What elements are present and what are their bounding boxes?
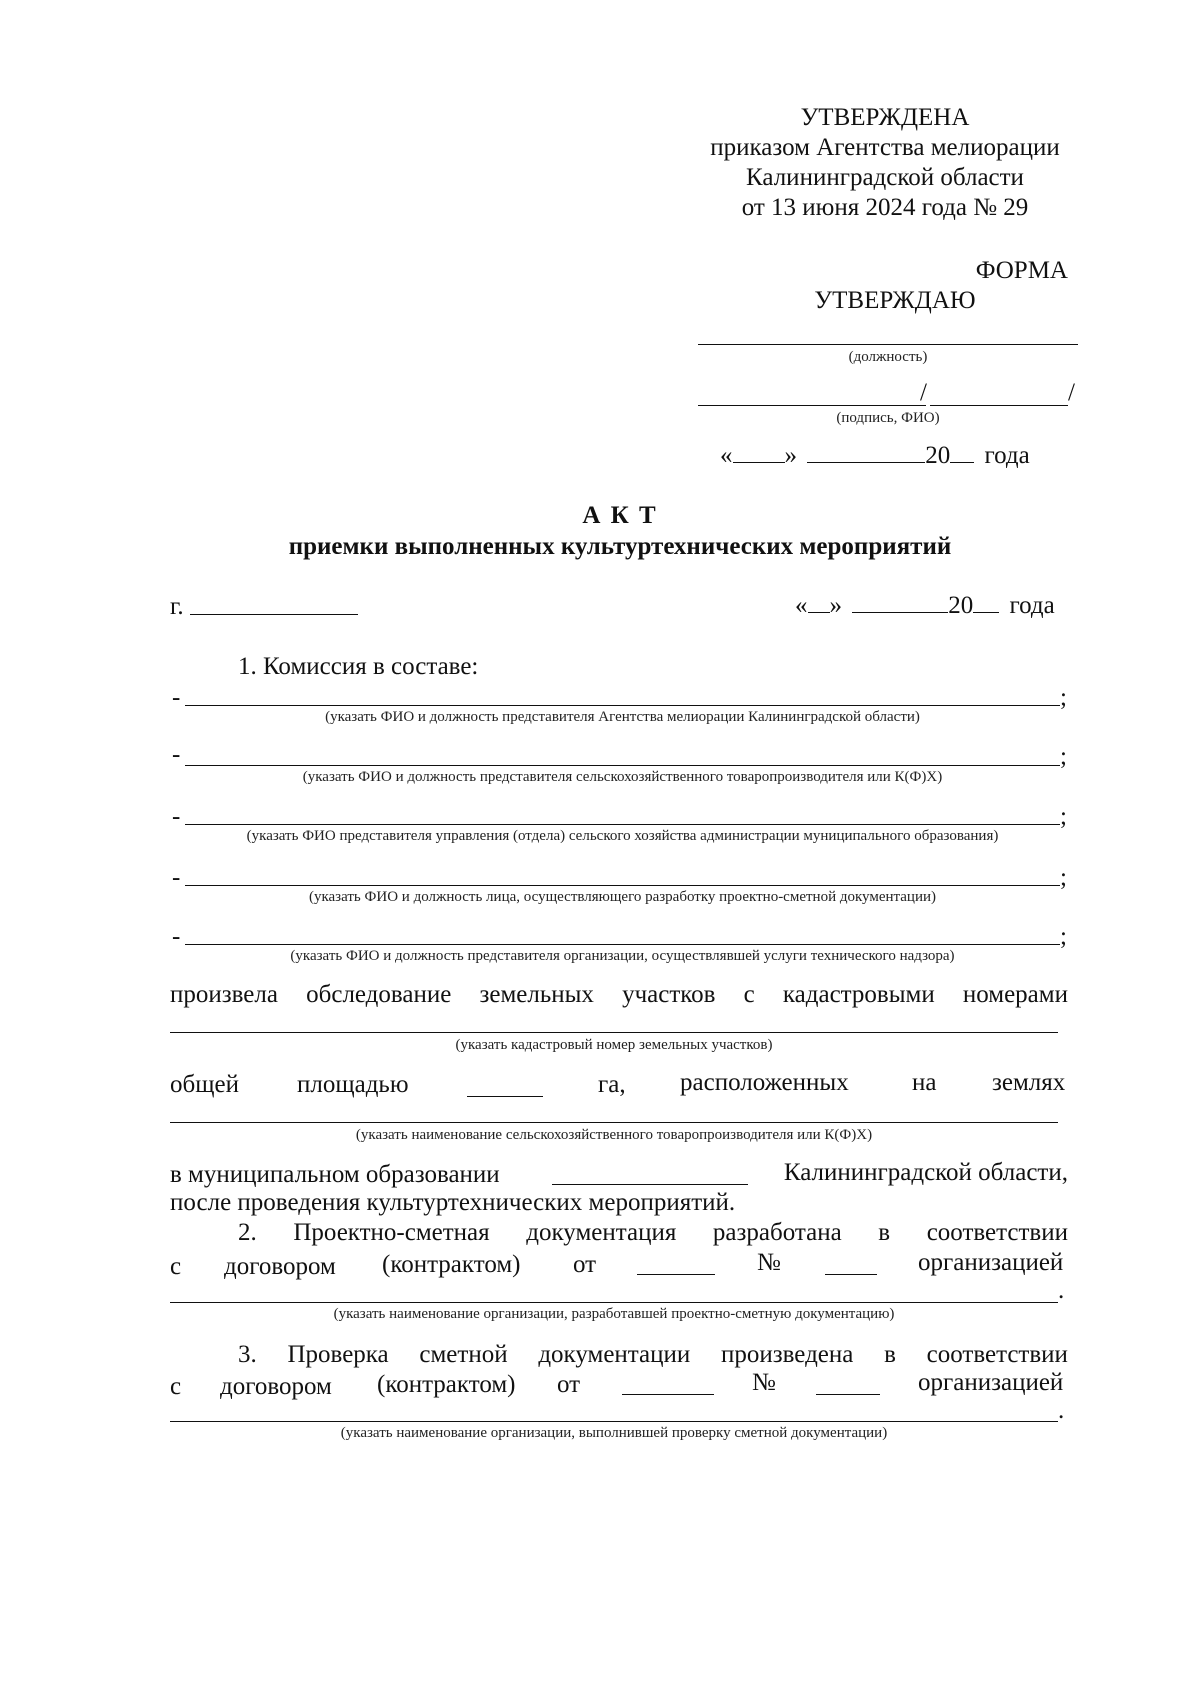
member-5-field[interactable]	[185, 944, 1060, 945]
city-prefix: г.	[170, 593, 184, 620]
item3-num: №	[752, 1369, 776, 1396]
approval-line-1: приказом Агентства мелиорации	[710, 134, 1060, 161]
member-3-field[interactable]	[185, 824, 1060, 825]
item2-num: №	[757, 1249, 781, 1276]
member-2-semicolon: ;	[1060, 743, 1067, 770]
item2-word: 2.	[238, 1219, 257, 1246]
act-subtitle: приемки выполненных культуртехнических мероприятий	[288, 533, 952, 560]
member-5-caption: (указать ФИО и должность представителя организации, осуществлявшей услуги технического надзора)	[290, 948, 955, 964]
item2-from: от	[573, 1251, 597, 1278]
signature-slash-end: /	[1068, 379, 1075, 406]
survey-word: кадастровыми	[782, 981, 935, 1008]
area-w5: на	[912, 1069, 937, 1096]
approval-block	[700, 103, 1070, 223]
member-3-caption: (указать ФИО представителя управления (отдела) сельского хозяйства администрации муниципального образования)	[246, 828, 999, 844]
item3-word: в	[884, 1341, 896, 1368]
item3-caption: (указать наименование организации, выполнившей проверку сметной документации)	[340, 1425, 888, 1441]
approval-line-2: Калининградской области	[746, 164, 1024, 191]
after-line: после проведения культуртехнических мероприятий.	[170, 1189, 736, 1216]
act-date-close: »	[829, 592, 842, 619]
act-month-field[interactable]	[852, 590, 948, 613]
position-field[interactable]	[698, 344, 1078, 345]
member-4-caption: (указать ФИО и должность лица, осуществляющего разработку проектно-сметной документации)	[308, 889, 937, 905]
act-title: А К Т	[582, 502, 658, 529]
item3-period: .	[1058, 1397, 1065, 1424]
act-year-word: года	[1009, 592, 1055, 619]
act-date-open: «	[795, 592, 808, 619]
position-caption: (должность)	[848, 349, 928, 365]
item2-word: в	[878, 1219, 891, 1246]
item3-word: соответствии	[926, 1341, 1068, 1368]
approval-line-3: от 13 июня 2024 года № 29	[741, 194, 1029, 221]
member-3-semicolon: ;	[1060, 803, 1067, 830]
survey-word: номерами	[962, 981, 1068, 1008]
item2-c: с	[170, 1253, 182, 1280]
act-year-prefix: 20	[948, 592, 974, 619]
item3-c: с	[170, 1373, 182, 1400]
item3-word: 3.	[238, 1341, 257, 1368]
member-1-field[interactable]	[185, 705, 1060, 706]
approve-title: УТВЕРЖДАЮ	[814, 287, 976, 314]
item3-word: произведена	[721, 1341, 854, 1368]
item2-word: Проектно-сметная	[293, 1219, 490, 1246]
item3-org-field[interactable]	[170, 1421, 1058, 1422]
approve-year-field[interactable]	[950, 440, 974, 463]
cadastral-caption: (указать кадастровый номер земельных участков)	[455, 1037, 773, 1053]
member-2-field[interactable]	[185, 765, 1060, 766]
member-2-caption: (указать ФИО и должность представителя сельскохозяйственного товаропроизводителя или К(Ф)Х)	[302, 769, 943, 785]
item2-number-field[interactable]	[825, 1274, 877, 1275]
act-day-field[interactable]	[808, 590, 830, 613]
member-1-caption: (указать ФИО и должность представителя Агентства мелиорации Калининградской области)	[325, 709, 920, 725]
member-1-semicolon: ;	[1060, 684, 1067, 711]
member-1-dash: -	[172, 684, 181, 711]
item3-contract2: (контрактом)	[377, 1371, 516, 1398]
area-w4: расположенных	[680, 1069, 849, 1096]
approval-title: УТВЕРЖДЕНА	[800, 104, 970, 131]
area-w2: площадью	[297, 1071, 409, 1098]
item2-org: организацией	[918, 1249, 1064, 1276]
area-field[interactable]	[467, 1096, 543, 1097]
item2-word: соответствии	[926, 1219, 1068, 1246]
area-w1: общей	[170, 1071, 239, 1098]
member-4-field[interactable]	[185, 885, 1060, 886]
approve-date	[720, 440, 1080, 471]
approve-day-field[interactable]	[733, 440, 785, 463]
member-5-dash: -	[172, 923, 181, 950]
commission-heading: 1. Комиссия в составе:	[238, 653, 479, 680]
member-4-semicolon: ;	[1060, 864, 1067, 891]
survey-word: участков	[622, 981, 716, 1008]
form-label: ФОРМА	[975, 257, 1068, 284]
approve-month-field[interactable]	[807, 440, 925, 463]
item2-contract2: (контрактом)	[382, 1251, 521, 1278]
item2-period: .	[1058, 1277, 1065, 1304]
survey-word: с	[743, 981, 755, 1008]
act-date	[795, 590, 1075, 621]
approve-year-word: года	[984, 442, 1030, 469]
act-year-field[interactable]	[973, 590, 999, 613]
municipal-suffix: Калининградской области,	[783, 1159, 1068, 1186]
item2-date-field[interactable]	[637, 1274, 715, 1275]
survey-word: земельных	[479, 981, 594, 1008]
approve-year-prefix: 20	[925, 442, 951, 469]
area-w3: га,	[598, 1071, 626, 1098]
item2-caption: (указать наименование организации, разработавшей проектно-сметную документацию)	[333, 1306, 895, 1322]
city-field[interactable]	[190, 614, 358, 615]
item2-word: разработана	[712, 1219, 842, 1246]
item2-contract: договором	[224, 1253, 336, 1280]
item2-org-field[interactable]	[170, 1302, 1058, 1303]
item3-line1	[238, 1340, 1068, 1370]
producer-caption: (указать наименование сельскохозяйственного товаропроизводителя или К(Ф)Х)	[355, 1127, 873, 1143]
municipal-field[interactable]	[552, 1184, 748, 1185]
survey-word: произвела	[170, 981, 278, 1008]
signature-slash: /	[920, 379, 927, 406]
item2-word: документация	[526, 1219, 677, 1246]
item2-line1	[238, 1218, 1068, 1248]
approve-date-open: «	[720, 442, 733, 469]
member-5-semicolon: ;	[1060, 923, 1067, 950]
signature-field[interactable]	[698, 405, 926, 406]
item3-from: от	[557, 1371, 581, 1398]
item3-org: организацией	[918, 1369, 1064, 1396]
area-w6: землях	[992, 1069, 1066, 1096]
signature-name-field[interactable]	[930, 405, 1068, 406]
item3-date-field[interactable]	[622, 1394, 714, 1395]
item3-contract: договором	[220, 1373, 332, 1400]
member-3-dash: -	[172, 803, 181, 830]
producer-field[interactable]	[170, 1122, 1058, 1123]
item3-number-field[interactable]	[816, 1394, 880, 1395]
signature-caption: (подпись, ФИО)	[836, 410, 940, 426]
approve-date-close: »	[784, 442, 797, 469]
survey-word: обследование	[306, 981, 452, 1008]
member-4-dash: -	[172, 864, 181, 891]
item3-word: сметной	[419, 1341, 508, 1368]
cadastral-field[interactable]	[170, 1032, 1058, 1033]
municipal-prefix: в муниципальном образовании	[170, 1161, 500, 1188]
item3-word: документации	[538, 1341, 691, 1368]
survey-line	[170, 980, 1068, 1010]
item3-word: Проверка	[287, 1341, 389, 1368]
member-2-dash: -	[172, 741, 181, 768]
